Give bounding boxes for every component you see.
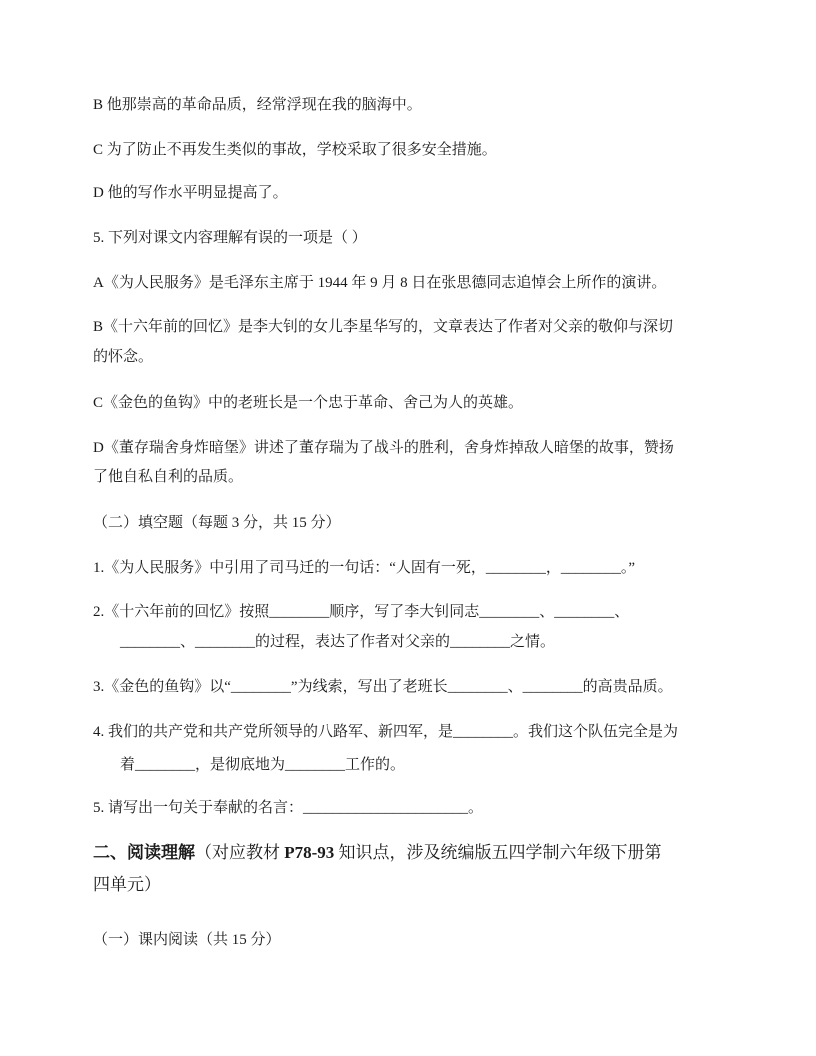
reading-section-heading-line-2: 四单元） [93, 875, 161, 894]
fill-in-question-4-line-2: 着________，是彻底地为________工作的。 [120, 757, 406, 773]
reading-subsection-heading: （一）课内阅读（共 15 分） [93, 932, 281, 948]
q5-option-d-line-2: 了他自私自利的品质。 [93, 469, 244, 485]
q5-option-d-line-1: D《董存瑞舍身炸暗堡》讲述了董存瑞为了战斗的胜利，舍身炸掉敌人暗堡的故事，赞扬 [93, 440, 674, 456]
q4-option-b: B 他那崇高的革命品质，经常浮现在我的脑海中。 [93, 97, 422, 113]
fill-in-question-4-line-1: 4. 我们的共产党和共产党所领导的八路军、新四军，是________。我们这个队伍完全是为 [93, 724, 679, 740]
q5-option-c: C《金色的鱼钩》中的老班长是一个忠于革命、舍己为人的英雄。 [93, 395, 524, 411]
fill-in-question-3: 3.《金色的鱼钩》以“________”为线索，写出了老班长________、________的高贵品质。 [93, 679, 673, 695]
fill-in-question-2-line-2: ________、________的过程，表达了作者对父亲的________之情。 [120, 634, 556, 650]
reading-section-note-open: （对应教材 [195, 843, 285, 862]
q5-option-b-line-1: B《十六年前的回忆》是李大钊的女儿李星华写的，文章表达了作者对父亲的敬仰与深切 [93, 319, 674, 335]
reading-section-note: 知识点，涉及统编版五四学制六年级下册第 [334, 843, 662, 862]
fill-in-section-heading: （二）填空题（每题 3 分，共 15 分） [93, 515, 341, 531]
fill-in-question-2-line-1: 2.《十六年前的回忆》按照________顺序，写了李大钊同志________、________、 [93, 604, 630, 620]
fill-in-question-5: 5. 请写出一句关于奉献的名言：______________________。 [93, 800, 484, 816]
q4-option-c: C 为了防止不再发生类似的事故，学校采取了很多安全措施。 [93, 142, 497, 158]
reading-section-heading [93, 841, 662, 865]
reading-section-pages: P78-93 [284, 843, 335, 862]
q5-stem: 5. 下列对课文内容理解有误的一项是（ ） [93, 230, 367, 246]
q4-option-d: D 他的写作水平明显提高了。 [93, 185, 288, 201]
q5-option-a: A《为人民服务》是毛泽东主席于 1944 年 9 月 8 日在张思德同志追悼会上所作的演讲。 [93, 275, 667, 291]
reading-section-title: 二、阅读理解 [93, 843, 195, 862]
q5-option-b-line-2: 的怀念。 [93, 349, 154, 365]
fill-in-question-1: 1.《为人民服务》中引用了司马迁的一句话：“人固有一死，________，________。” [93, 560, 636, 576]
